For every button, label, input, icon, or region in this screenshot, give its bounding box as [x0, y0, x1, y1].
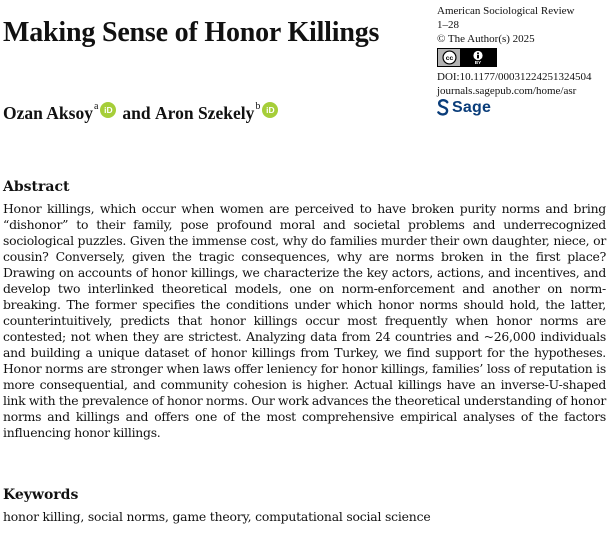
orcid-icon[interactable]: iD	[100, 102, 116, 118]
author-connector: and	[122, 103, 151, 123]
abstract-heading: Abstract	[3, 179, 70, 195]
cc-by-label: BY	[474, 60, 482, 65]
journal-url-link[interactable]: journals.sagepub.com/home/asr	[437, 85, 577, 97]
doi-link[interactable]: DOI:10.1177/00031224251324504	[437, 71, 592, 83]
article-title: Making Sense of Honor Killings	[3, 17, 380, 48]
author-list	[3, 101, 284, 125]
cc-by-license-badge[interactable]	[437, 48, 497, 67]
attribution-icon	[460, 49, 496, 66]
keywords-heading: Keywords	[3, 487, 79, 503]
sage-publisher-logo[interactable]	[437, 99, 613, 116]
abstract-body: Honor killings, which occur when women are perceived to have broken purity norms and bring “dishonor” to their family, pose profound moral and societal problems and underrecognized sociological puzzles. Given the immense cost, why do families murder their own daughter, niece, or cousin? Conversely, given the tragic consequences, why are norms broken in the first place? Drawing on accounts of honor killings, we characterize the key actors, actions, and incentives, and develop two interlinked theoretical models, one on norm-enforcement and another on norm-breaking. The former specifies the conditions under which honor norms should hold, the latter, counterintuitively, predicts that honor killings occur most frequently when honor norms are contested; not when they are strictest. Analyzing data from 24 countries and ~26,000 individuals and building a unique dataset of honor killings from Turkey, we find support for the hypotheses. Honor norms are stronger when laws offer leniency for honor killings, families’ loss of reputation is more consequential, and community cohesion is higher. Actual killings have an inverse-U-shaped link with the prevalence of honor norms. Our work advances the theoretical understanding of honor norms and killings and offers one of the most comprehensive empirical analyses of the factors influencing honor killings.	[3, 201, 606, 440]
author-name[interactable]: Ozan Aksoy	[3, 103, 93, 123]
copyright-notice: © The Author(s) 2025	[437, 33, 535, 45]
journal-metadata	[437, 4, 613, 116]
keywords-list: honor killing, social norms, game theory, computational social science	[3, 509, 431, 524]
journal-name: American Sociological Review	[437, 5, 575, 17]
affiliation-marker: a	[93, 101, 99, 112]
orcid-icon[interactable]: iD	[262, 102, 278, 118]
cc-symbol-text: cc	[445, 55, 453, 63]
author-name[interactable]: Aron Szekely	[155, 103, 255, 123]
sage-logo-text: Sage	[452, 98, 492, 116]
creative-commons-icon	[438, 49, 460, 66]
page-range: 1–28	[437, 19, 459, 31]
affiliation-marker: b	[255, 101, 261, 112]
sage-logo-icon	[437, 99, 449, 116]
